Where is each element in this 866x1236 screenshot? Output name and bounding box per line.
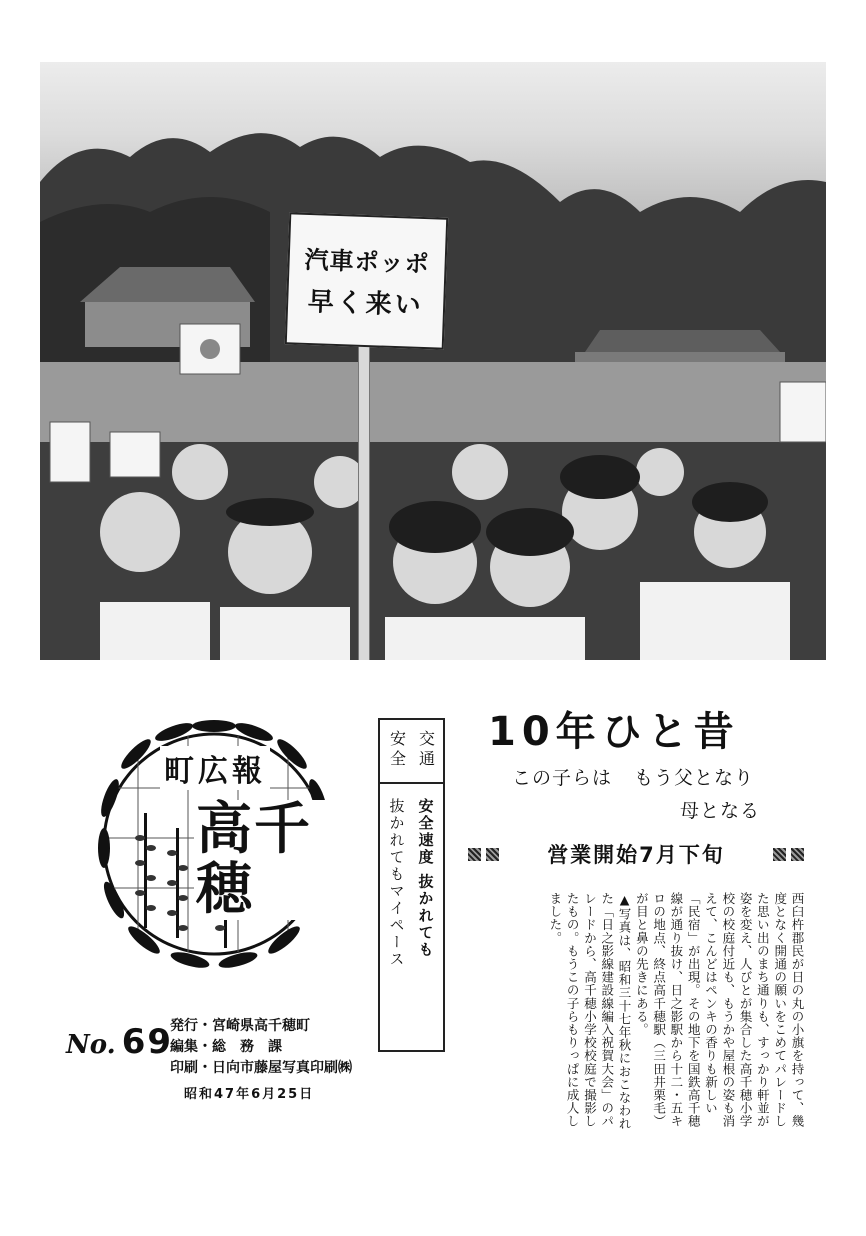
traffic-safety-slogan	[378, 718, 445, 1052]
slogan-line-1: 安全速度 抜かれても	[416, 798, 435, 959]
hatched-square-icon	[791, 848, 804, 861]
photo-caption: ▲写真は、昭和三十七年秋におこなわれた「日之影線建設線編入祝賀大会」のパレードから、高千穂小学校校庭で撮影したもの。もうこの子らもりっぱに成人しました。	[547, 892, 633, 1131]
hatched-square-icon	[486, 848, 499, 861]
service-start-banner	[468, 840, 804, 868]
slogan-category-2: 安全	[387, 730, 407, 770]
masthead-town-label: 町広報	[160, 746, 270, 790]
subtitle-b: もう父となり	[634, 767, 755, 789]
photo-scene	[40, 62, 826, 660]
slogan-category	[380, 720, 443, 784]
masthead-emblem	[78, 708, 350, 980]
publisher-line: 発行・宮崎県高千穂町	[170, 1018, 310, 1034]
hatched-square-icon	[773, 848, 786, 861]
subtitle-a: この子らは	[512, 767, 613, 789]
article-body: 西臼杵郡民が日の丸の小旗を持って、幾度となく開通の願いをこめてパレードした思い出のまち通りも、すっかり軒並が姿を変え、人びとが集合した高千穂小学校の校庭付近も、もうかや屋根の姿も消えて、こんどはペンキの香りも新しい「民宿」が出現。その地下を国鉄高千穂線が通り抜け、日之影駅から十二・五キロの地点、終点高千穂駅（三田井栗毛）が目と鼻の先きにある。	[634, 892, 805, 1128]
issue-no-label: No.	[66, 1030, 116, 1060]
sign-line-2: 早く来い	[307, 286, 425, 322]
banner-marks-left	[468, 848, 499, 861]
masthead-title: 高千穂	[194, 800, 350, 920]
slogan-body	[380, 786, 443, 1048]
banner-marks-right	[773, 848, 804, 861]
protest-sign	[285, 212, 449, 349]
issue-no-value: 69	[121, 1022, 174, 1062]
headline-title: 10年ひと昔	[488, 709, 740, 755]
slogan-line-2: 抜かれてもマイペース	[387, 798, 406, 968]
banner-text: 営業開始7月下旬	[547, 843, 725, 867]
cover-photo	[40, 62, 826, 660]
issue-date: 昭和47年6月25日	[184, 1087, 315, 1102]
issue-number	[66, 1022, 173, 1062]
headline-subtitle-2: 母となる	[680, 800, 761, 822]
printer-line: 印刷・日向市藤屋写真印刷㈱	[170, 1060, 352, 1076]
publisher-info	[170, 1016, 370, 1079]
hatched-square-icon	[468, 848, 481, 861]
headline-subtitle-1	[512, 763, 754, 790]
sign-pole	[358, 342, 370, 660]
editor-line: 編集・総 務 課	[170, 1039, 282, 1055]
sign-line-1: 汽車ポッポ	[304, 245, 431, 279]
article-text	[474, 892, 806, 1140]
slogan-category-1: 交通	[416, 730, 436, 770]
